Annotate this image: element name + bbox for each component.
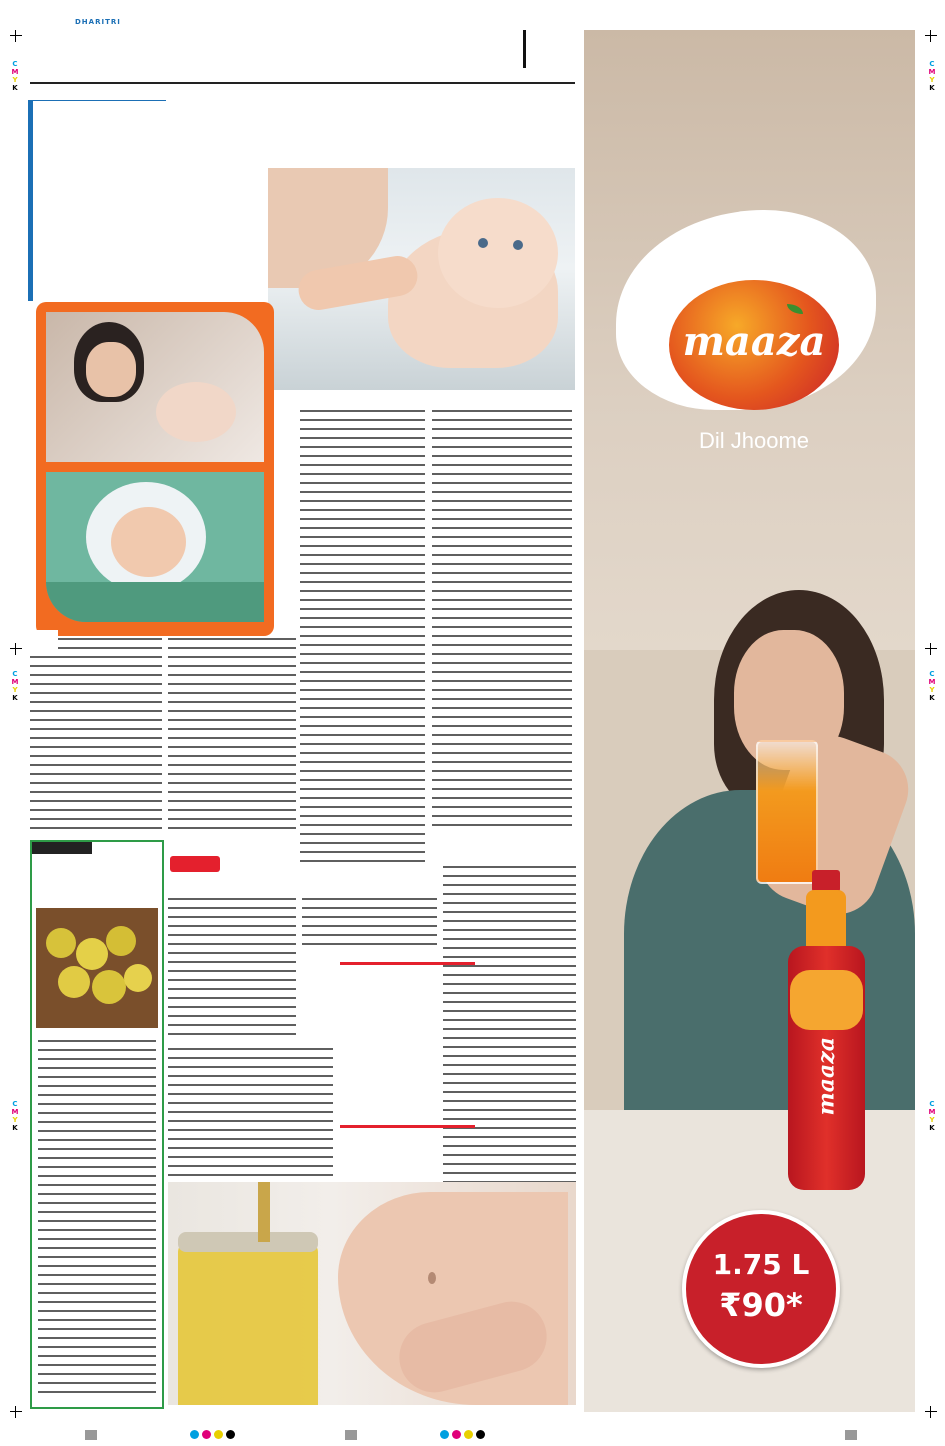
cmyk-marks-left-top: C M Y K (11, 60, 19, 92)
maaza-advertisement (584, 30, 915, 1412)
registration-mark-mid-left (10, 643, 22, 655)
baby-massage-photo (268, 168, 575, 390)
second-article-column-2 (302, 898, 437, 948)
recipe-sidebar (30, 840, 164, 1409)
drop-cap (30, 630, 58, 656)
recipe-label (32, 842, 92, 854)
recipe-text (38, 1040, 156, 1400)
color-bar-left (85, 1430, 97, 1440)
leaf-icon (787, 304, 803, 314)
maaza-bottle (784, 870, 869, 1190)
registration-mark-bottom-left (10, 1406, 22, 1418)
pull-quote-box (340, 962, 475, 1128)
pull-quote (340, 965, 475, 973)
masthead-logo (35, 18, 155, 64)
color-dots-center (190, 1430, 240, 1440)
price-volume: 1.75 L (712, 1248, 810, 1281)
cmyk-marks-right-top: C M Y K (928, 60, 936, 92)
registration-mark-bottom-right (925, 1406, 937, 1418)
color-bar-mid (345, 1430, 357, 1440)
intro-box (28, 100, 166, 301)
masthead-rule (30, 82, 575, 84)
maaza-logo (669, 280, 839, 410)
photo-collage-frame (36, 302, 274, 636)
second-article-kicker (170, 856, 220, 872)
section-divider (523, 30, 526, 68)
intro-text (33, 101, 166, 109)
maaza-logo-text: maaza (682, 318, 826, 365)
section-header (405, 22, 570, 74)
sleeping-baby-photo (46, 472, 264, 622)
registration-mark-mid-right (925, 643, 937, 655)
lead-headline (165, 88, 575, 162)
cmyk-marks-left-low: C M Y K (11, 1100, 19, 1132)
price-sticker (682, 1210, 840, 1368)
juice-glass (756, 740, 818, 884)
price-value: ₹90* (719, 1286, 803, 1324)
amla-photo (36, 908, 158, 1028)
ad-slogan: Dil Jhoome (698, 428, 810, 453)
lead-article-column-1 (300, 410, 425, 865)
lead-article-column-2 (432, 410, 572, 830)
bottle-label: maaza (813, 1036, 840, 1116)
cmyk-marks-right-low: C M Y K (928, 1100, 936, 1132)
color-dots-right (440, 1430, 490, 1440)
mother-baby-photo (46, 312, 264, 462)
registration-mark-top-left (10, 30, 22, 42)
cmyk-marks-right-mid: C M Y K (928, 670, 936, 702)
cmyk-marks-left-mid: C M Y K (11, 670, 19, 702)
lead-article-column-left-b (168, 638, 296, 833)
oil-belly-photo (168, 1182, 576, 1405)
color-bar-right (845, 1430, 857, 1440)
second-article-column-1 (168, 898, 296, 1038)
logo-latin-text: DHARITRI (75, 18, 121, 26)
second-article-column-1b (168, 1048, 333, 1178)
registration-mark-top-right (925, 30, 937, 42)
lead-article-column-left-a (30, 638, 162, 833)
